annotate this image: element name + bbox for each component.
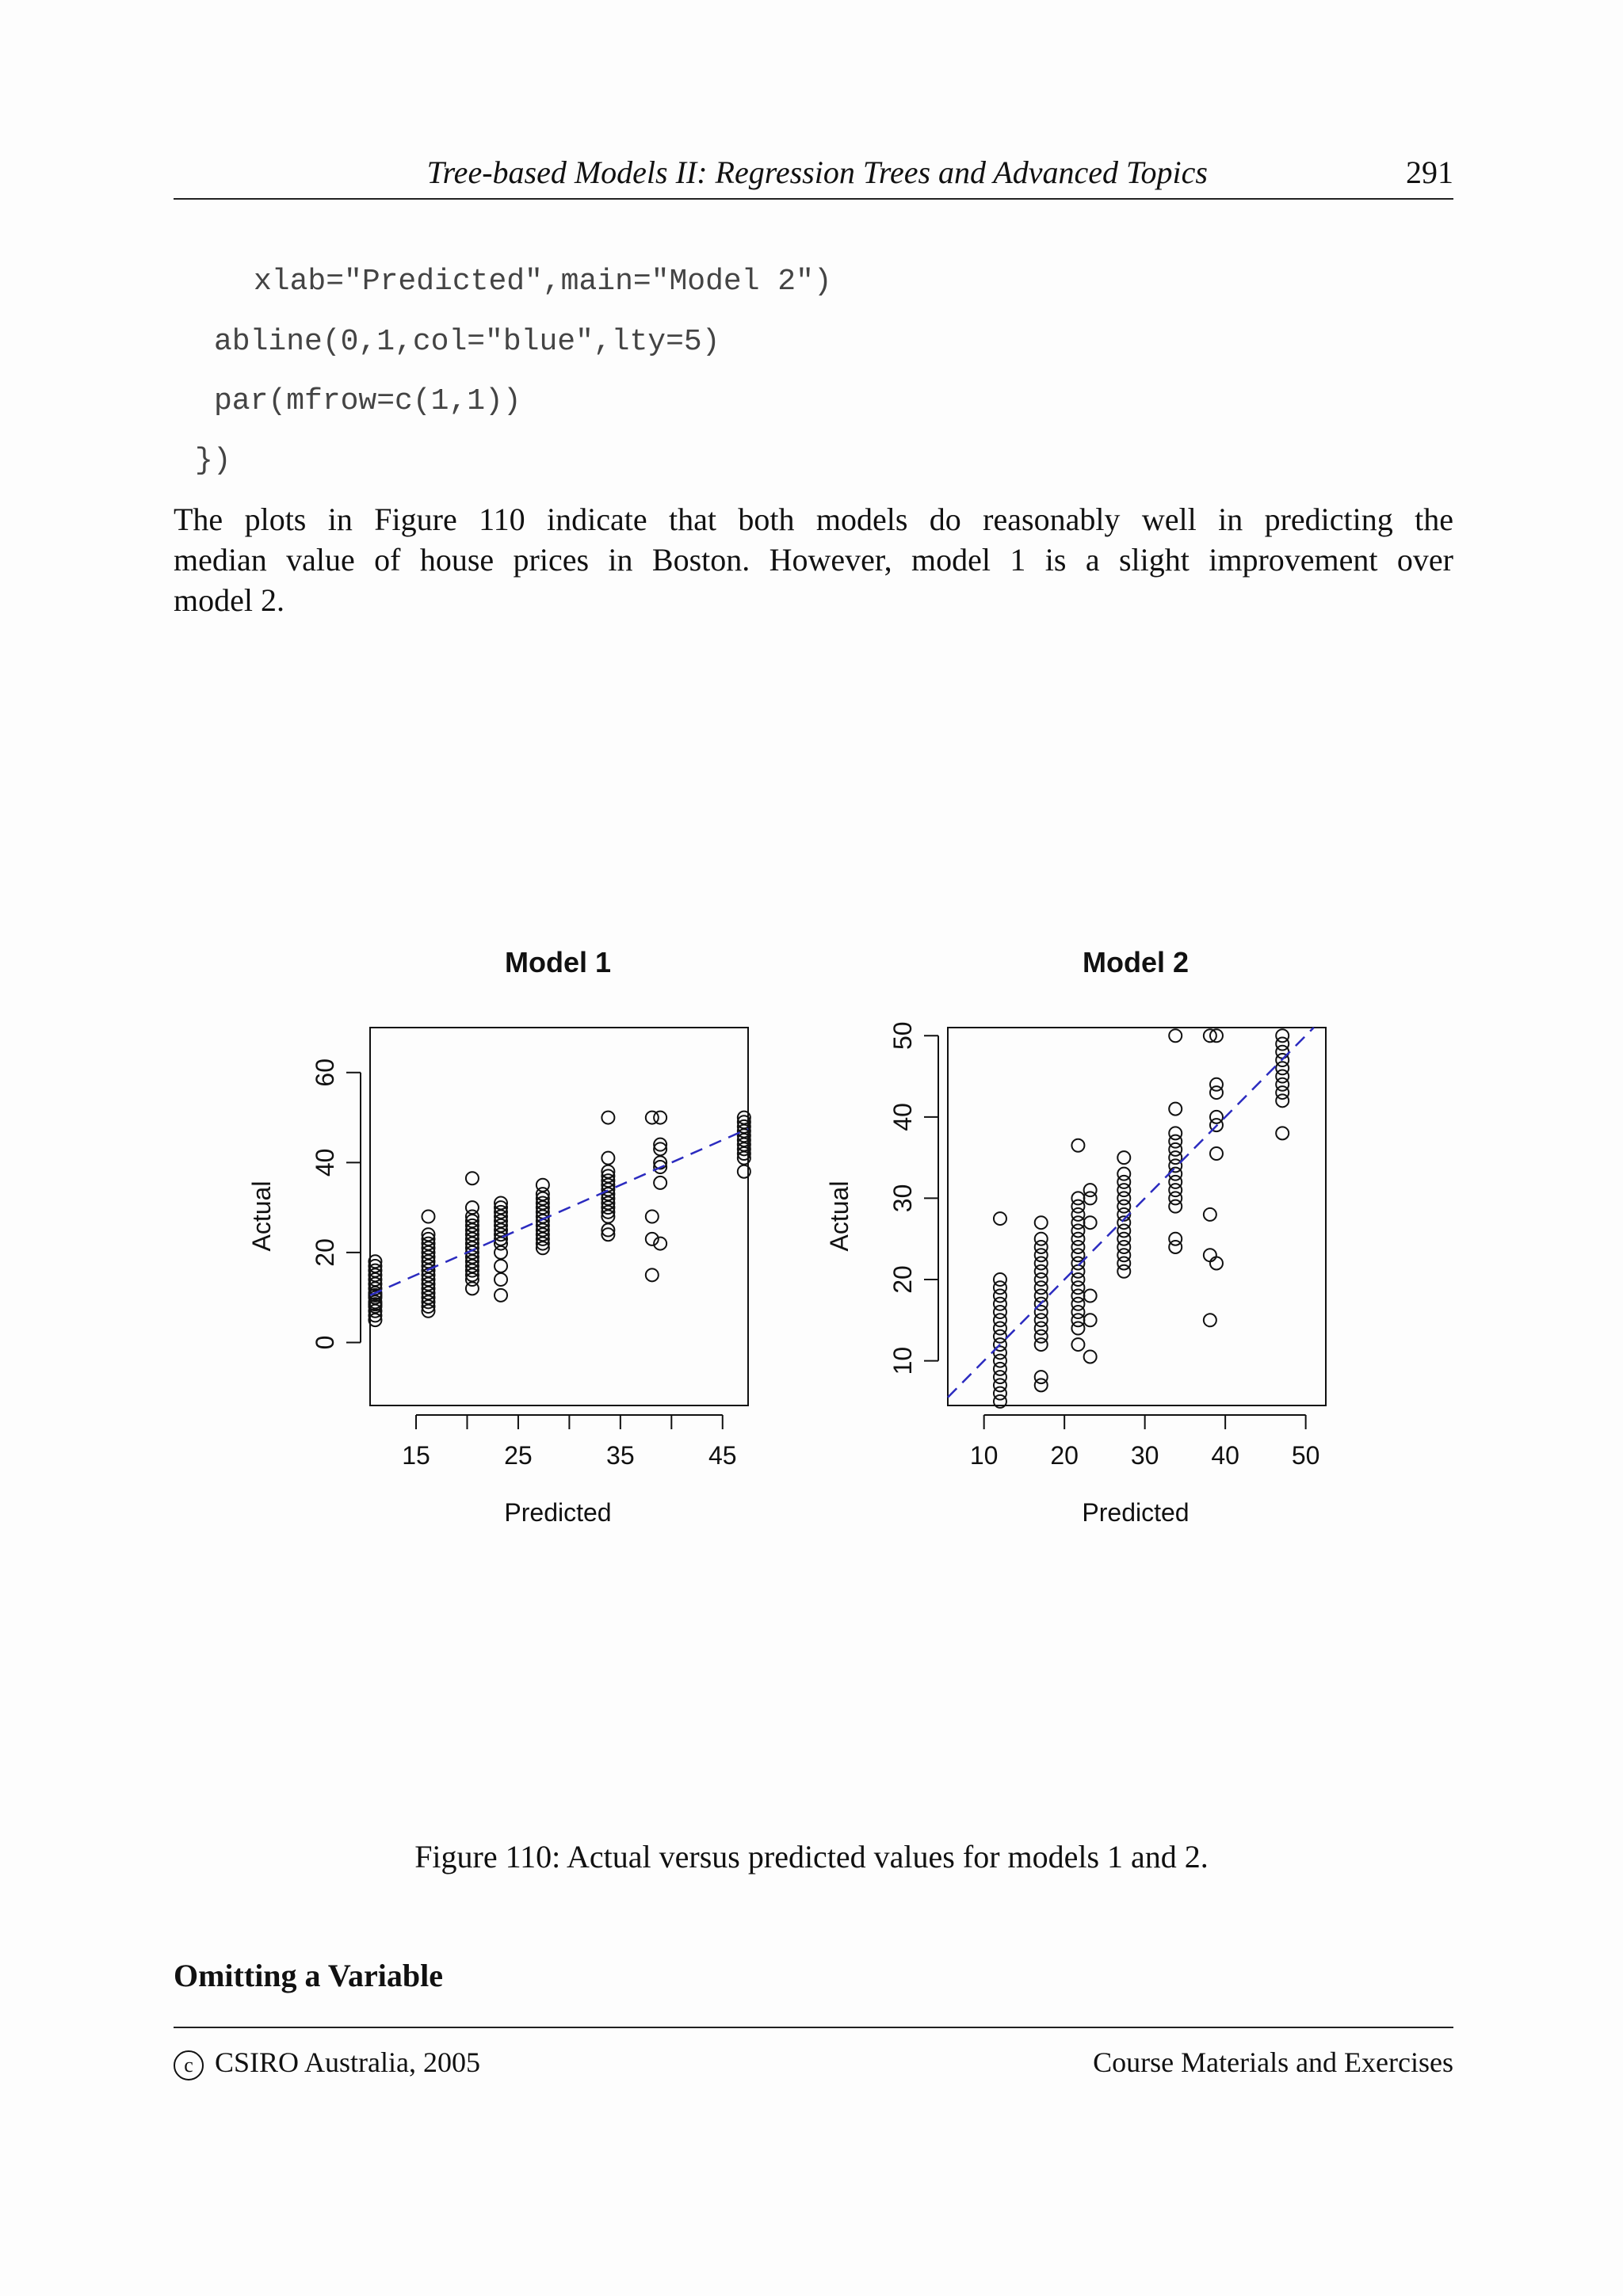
footer-copyright-text: CSIRO Australia, 2005 — [215, 2046, 481, 2078]
data-point — [1071, 1338, 1084, 1351]
model-2-ylabel: Actual — [825, 1180, 854, 1252]
data-point — [1084, 1184, 1097, 1196]
data-point — [1035, 1233, 1048, 1245]
model-1-plot-box — [370, 1028, 748, 1405]
code-line-2: abline(0,1,col="blue",lty=5) — [214, 325, 720, 359]
data-point — [1084, 1290, 1097, 1302]
page-footer — [174, 2027, 1453, 2078]
model-1-ylabel: Actual — [247, 1180, 276, 1252]
data-point — [495, 1289, 507, 1302]
code-line-4: }) — [195, 444, 231, 478]
footer-right: Course Materials and Exercises — [1093, 2046, 1453, 2078]
footer-left — [174, 2046, 480, 2081]
reference-line — [370, 1129, 748, 1295]
y-tick-label: 50 — [888, 1021, 917, 1051]
model-2-title: Model 2 — [1082, 946, 1190, 978]
page-number: 291 — [1406, 154, 1453, 190]
data-point — [1204, 1314, 1216, 1326]
data-point — [495, 1273, 507, 1286]
data-point — [994, 1212, 1006, 1225]
model-1-panel — [247, 946, 750, 1527]
paragraph-line-3: model 2. — [174, 582, 285, 618]
x-tick-label: 35 — [606, 1441, 635, 1470]
data-point — [646, 1268, 659, 1281]
code-line-1: xlab="Predicted",main="Model 2") — [254, 265, 832, 299]
x-tick-label: 25 — [504, 1441, 533, 1470]
data-point — [1169, 1029, 1182, 1042]
data-point — [537, 1179, 549, 1192]
y-tick-label: 40 — [888, 1103, 917, 1131]
data-point — [1035, 1216, 1048, 1229]
y-tick-label: 30 — [888, 1184, 917, 1213]
x-tick-label: 20 — [1050, 1441, 1079, 1470]
data-point — [646, 1211, 659, 1223]
data-point — [1071, 1192, 1084, 1204]
copyright-icon: c — [174, 2050, 204, 2081]
x-tick-label: 10 — [969, 1441, 999, 1470]
paragraph-line-2: median value of house prices in Boston. However, model 1 is a slight improvement over — [174, 542, 1453, 578]
section-heading: Omitting a Variable — [174, 1958, 444, 1993]
data-point — [1276, 1127, 1289, 1139]
data-point — [601, 1112, 614, 1124]
figure-caption: Figure 110: Actual versus predicted values for models 1 and 2. — [414, 1839, 1209, 1875]
data-point — [466, 1201, 479, 1214]
running-header — [174, 152, 1453, 200]
data-point — [1210, 1147, 1223, 1160]
data-point — [1276, 1029, 1289, 1042]
data-point — [601, 1152, 614, 1165]
model-1-xlabel: Predicted — [504, 1498, 612, 1527]
y-tick-label: 10 — [888, 1346, 917, 1375]
data-point — [654, 1112, 666, 1124]
paragraph-line-1: The plots in Figure 110 indicate that both models do reasonably well in predicting the — [174, 502, 1453, 537]
running-header-title: Tree-based Models II: Regression Trees and Advanced Topics — [426, 154, 1208, 190]
data-point — [422, 1211, 434, 1223]
data-point — [1204, 1249, 1216, 1261]
x-tick-label: 15 — [402, 1441, 430, 1470]
data-point — [1169, 1233, 1182, 1245]
data-point — [1204, 1208, 1216, 1221]
x-tick-label: 50 — [1291, 1441, 1320, 1470]
data-point — [1117, 1151, 1130, 1164]
data-point — [495, 1260, 507, 1272]
data-point — [1210, 1111, 1223, 1123]
data-point — [466, 1172, 479, 1184]
model-2-xlabel: Predicted — [1082, 1498, 1190, 1527]
data-point — [654, 1177, 666, 1189]
figure-110 — [0, 919, 1623, 1569]
data-point — [1210, 1257, 1223, 1269]
x-tick-label: 45 — [708, 1441, 737, 1470]
model-1-title: Model 1 — [504, 946, 612, 978]
data-point — [1084, 1216, 1097, 1229]
data-point — [1169, 1127, 1182, 1139]
data-point — [1169, 1103, 1182, 1116]
x-tick-label: 30 — [1130, 1441, 1159, 1470]
data-point — [1071, 1139, 1084, 1152]
model-2-panel — [825, 946, 1326, 1527]
y-tick-label: 60 — [311, 1058, 339, 1087]
body-paragraph — [174, 499, 1453, 620]
y-tick-label: 20 — [311, 1238, 339, 1267]
data-point — [1084, 1350, 1097, 1363]
data-point — [1117, 1168, 1130, 1180]
y-tick-label: 0 — [311, 1335, 339, 1350]
y-tick-label: 20 — [888, 1265, 917, 1294]
x-tick-label: 40 — [1211, 1441, 1239, 1470]
y-tick-label: 40 — [311, 1148, 339, 1177]
code-line-3: par(mfrow=c(1,1)) — [214, 384, 521, 418]
data-point — [1084, 1314, 1097, 1326]
data-point — [994, 1273, 1006, 1286]
data-point — [1035, 1371, 1048, 1383]
data-point — [1210, 1078, 1223, 1091]
